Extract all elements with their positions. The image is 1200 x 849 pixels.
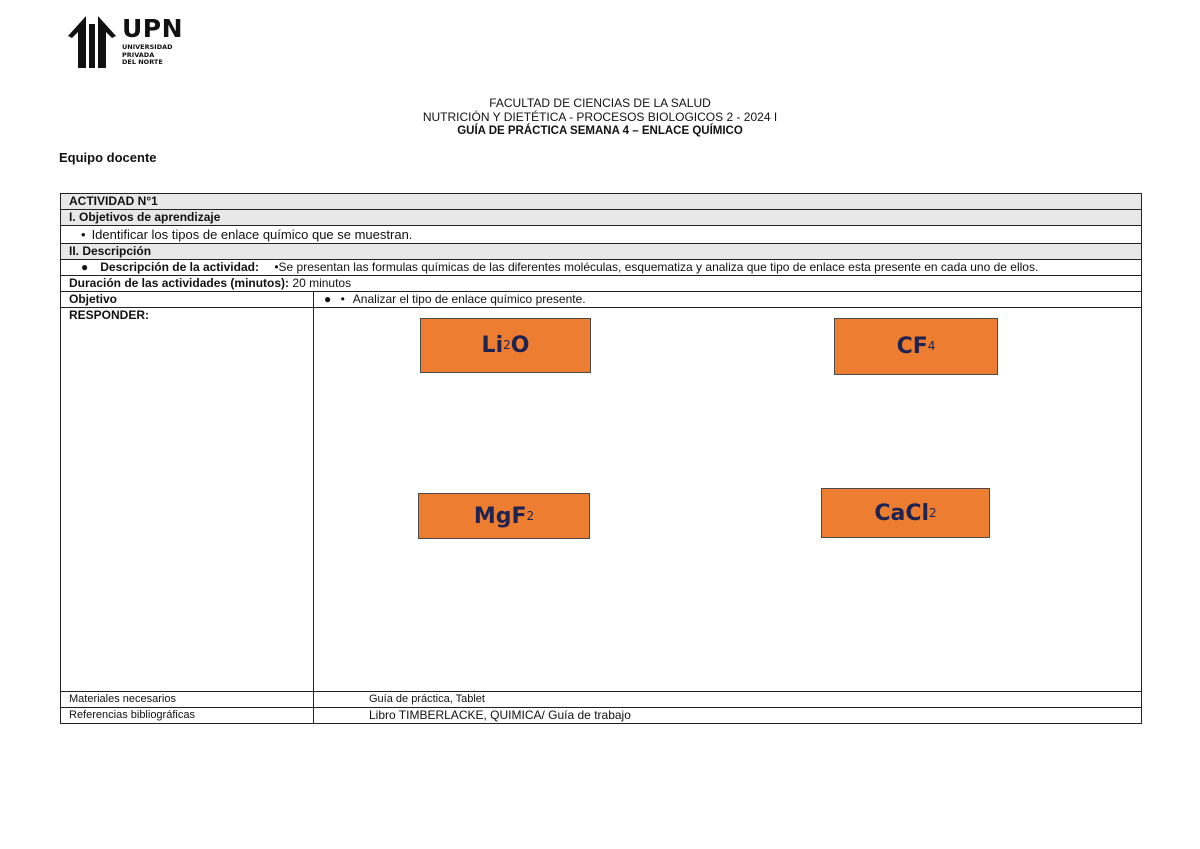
bullet-icon: • [340,292,345,306]
table-row [61,292,1142,308]
description-header: II. Descripción [61,244,1142,260]
team-label: Equipo docente [59,150,157,165]
bullet-icon: ● [324,292,332,306]
description-row [61,260,1142,276]
table-row [61,260,1142,276]
formula-box-cacl2: CaCl 2 [821,488,990,538]
objective-value: Analizar el tipo de enlace químico presente. [352,292,586,306]
formula-box-mgf2: MgF 2 [418,493,590,539]
objectives-header: I. Objetivos de aprendizaje [61,210,1142,226]
header-guide-title: GUÍA DE PRÁCTICA SEMANA 4 – ENLACE QUÍMICO [457,125,743,137]
table-row [61,244,1142,260]
references-value: Libro TIMBERLACKE, QUIMICA/ Guía de trabajo [314,708,1142,724]
table-row [61,708,1142,724]
materials-value: Guía de práctica, Tablet [314,692,1142,708]
formula-box-cf4: CF 4 [834,318,998,375]
objective-label: Objetivo [61,292,314,308]
activity-title: ACTIVIDAD N°1 [61,194,1142,210]
table-row [61,692,1142,708]
upn-logo-icon [66,14,118,70]
upn-logo [66,14,186,70]
materials-label: Materiales necesarios [61,692,314,708]
description-label: Descripción de la actividad: [100,260,259,274]
respond-area [314,308,1142,692]
document-header [0,96,1200,138]
bullet-icon: • [81,227,86,242]
duration-value: 20 minutos [292,276,352,290]
table-row [61,210,1142,226]
logo-subtitle: UNIVERSIDAD PRIVADA DEL NORTE [122,43,173,66]
formula-box-li2o: Li 2 O [420,318,591,373]
description-text: Se presentan las formulas químicas de las diferentes moléculas, esquematiza y analiza que tipo de enlace esta presente en cada uno de ellos. [278,260,1039,274]
table-row [61,226,1142,244]
bullet-icon: • [274,260,279,274]
activity-table [60,193,1142,724]
objective-item: • Identificar los tipos de enlace químico que se muestran. [61,226,1142,244]
table-row [61,308,1142,692]
logo-brand: UPN [122,14,184,43]
header-faculty: FACULTAD DE CIENCIAS DE LA SALUD [489,96,711,110]
references-label: Referencias bibliográficas [61,708,314,724]
table-row [61,276,1142,292]
duration-row [61,276,1142,292]
header-course: NUTRICIÓN Y DIETÉTICA - PROCESOS BIOLOGICOS 2 - 2024 I [422,110,778,124]
objective-value-cell [314,292,1142,308]
respond-label: RESPONDER: [61,308,314,692]
bullet-icon: ● [81,260,89,274]
table-row [61,194,1142,210]
duration-label: Duración de las actividades (minutos): [69,276,290,290]
